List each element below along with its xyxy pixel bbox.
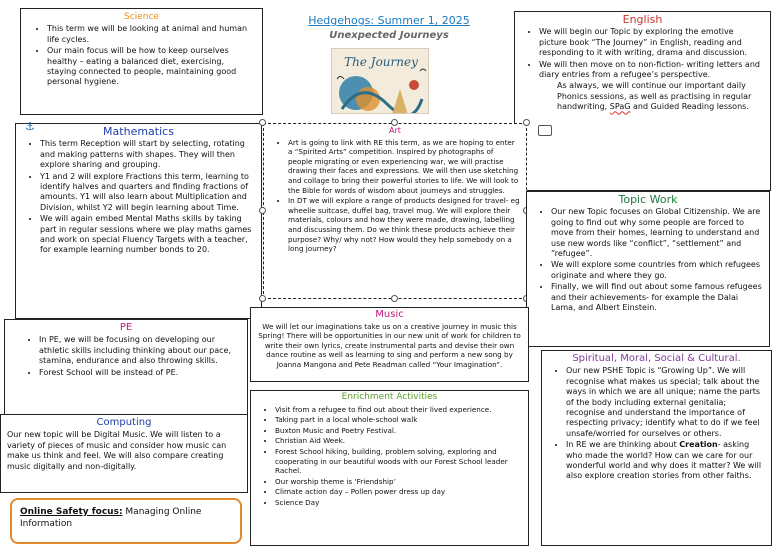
smsc-heading: Spiritual, Moral, Social & Cultural.	[572, 353, 741, 364]
enrichment-panel	[250, 390, 529, 546]
english-paragraph	[521, 81, 764, 112]
list-item: • This term we will be looking at animal and human life cycles.	[47, 24, 254, 45]
english-paragraph-text-end: and Guided Reading lessons.	[630, 102, 749, 112]
music-text: We will let our imaginations take us on a creative journey in music this Spring! There will be opportunities in our new unit of work for children to write their own lyrics, create instrumental parts and devise their own dance routine as well as learning to sing and perform a new song by Joanna Mangona and Pete Readman called “Your Imagination”.	[258, 321, 521, 369]
re-creation-term: Creation	[679, 440, 718, 450]
smsc-list	[548, 366, 765, 481]
resize-handle-top-left[interactable]	[259, 119, 266, 126]
art-panel[interactable]	[263, 123, 527, 299]
list-item: • In PE, we will be focusing on developing our athletic skills including thinking about our pace, stamina, endurance and also throwing skills.	[39, 335, 241, 366]
smsc-panel	[541, 350, 772, 546]
science-panel	[20, 8, 263, 115]
english-paragraph-text: As always, we will continue our important daily Phonics sessions, as well as practising in regular handwriting,	[557, 81, 752, 112]
computing-heading: Computing	[96, 417, 152, 428]
list-item: • Y1 and 2 will explore Fractions this term, learning to identify halves and quarters and finding fractions of amounts. Y1 will also learn about Multiplication and Division, whilst Y2 will begin learning about Time.	[40, 172, 255, 214]
list-item: • Science Day	[275, 498, 522, 508]
list-item: • Our main focus will be how to keep ourselves healthy – eating a balanced diet, exercising, staying connected to people, maintaining good personal hygiene.	[47, 46, 254, 88]
enrichment-heading: Enrichment Activities	[341, 392, 438, 402]
english-heading: English	[622, 13, 663, 26]
science-heading: Science	[124, 12, 159, 22]
art-heading: Art	[389, 126, 401, 135]
mathematics-heading: Mathematics	[103, 125, 174, 138]
list-item: • Our new PSHE Topic is “Growing Up”. We will recognise what makes us special; talk about the ways in which we are all unique; name the parts of the body including external genitalia; recognise and understand the importance of respecting privacy; identify what to do if we feel unsafe/worried for ourselves or others.	[566, 366, 765, 439]
list-item: • We will explore some countries from which refugees originate and where they go.	[551, 260, 763, 281]
list-item: • Visit from a refugee to find out about their lived experience.	[275, 405, 522, 415]
pe-list	[11, 335, 241, 378]
list-item: • Forest School will be instead of PE.	[39, 368, 241, 378]
page-title: Hedgehogs: Summer 1, 2025	[308, 14, 470, 27]
topic-work-panel	[526, 191, 770, 347]
computing-panel	[0, 414, 248, 493]
computing-text: Our new topic will be Digital Music. We will listen to a variety of pieces of music and consider how music can make us think and feel. We will also compare creating music digitally and non-digitally.	[7, 430, 227, 471]
list-item: • Climate action day – Pollen power dress up day	[275, 487, 522, 497]
list-item	[566, 440, 765, 482]
re-text-end: - asking who made the world? How can we care for our wonderful world and why does it matter? We will also explore creation stories from other faiths.	[566, 440, 762, 481]
topic-work-heading: Topic Work	[618, 193, 678, 206]
art-list	[270, 138, 520, 254]
list-item: • In DT we will explore a range of products designed for travel- eg wheelie suitcase, duffel bag, travel mug. We will explore their materials, colours and how they were made, drawing, labelling and discussing them. Do we think these products achieve their purpose? Why/ why not? How would they help somebody on a long journey?	[288, 196, 520, 254]
resize-handle-top-right[interactable]	[523, 119, 530, 126]
resize-handle-top[interactable]	[391, 119, 398, 126]
list-item: • Taking part in a local whole-school walk	[275, 415, 522, 425]
book-cover-title: The Journey	[344, 55, 418, 69]
online-safety-box	[10, 498, 242, 544]
enrichment-list	[257, 405, 522, 508]
music-panel	[250, 307, 529, 382]
anchor-icon[interactable]: ⚓	[25, 120, 35, 133]
online-safety-text: Managing Online Information	[20, 507, 202, 529]
list-item: • We will again embed Mental Maths skills by taking part in regular sessions where we play maths games and work on special Fluency Targets with a teacher, for example learning number bonds to 20.	[40, 214, 255, 256]
online-safety-label: Online Safety focus:	[20, 507, 123, 517]
list-item: • We will then move on to non-fiction- writing letters and diary entries from a refugee’s perspective.	[539, 60, 764, 81]
science-list	[29, 24, 254, 87]
list-item: • This term Reception will start by selecting, rotating and making patterns with shapes. They will then explore sharing and grouping.	[40, 139, 255, 170]
page-subtitle: Unexpected Journeys	[329, 30, 449, 41]
re-text-start: In RE we are thinking about	[566, 440, 680, 450]
mathematics-panel	[15, 123, 262, 319]
resize-handle-bottom-left[interactable]	[259, 295, 266, 302]
mathematics-list	[22, 139, 255, 255]
list-item: • Our worship theme is ‘Friendship’	[275, 477, 522, 487]
english-list	[521, 27, 764, 80]
list-item: • Forest School hiking, building, problem solving, exploring and cooperating in our beautiful woods with our Forest School leader Rachel.	[275, 447, 522, 476]
list-item: • Christian Aid Week.	[275, 436, 522, 446]
resize-handle-left[interactable]	[259, 207, 266, 214]
list-item: • Buxton Music and Poetry Festival.	[275, 426, 522, 436]
list-item: • Finally, we will find out about some famous refugees and their achievements- for example the Dalai Lama, and Albert Einstein.	[551, 282, 763, 313]
book-cover-image	[331, 48, 429, 114]
resize-handle-bottom[interactable]	[391, 295, 398, 302]
topic-work-list	[533, 207, 763, 313]
layout-options-icon[interactable]	[538, 125, 552, 136]
pe-panel	[4, 319, 248, 415]
list-item: • Art is going to link with RE this term, as we are hoping to enter a “Spirited Arts” competition. Inspired by photographs of people migrating or even experiencing war, we will practise drawing their faces and expressions. We will then use sketching and collage to bring their powerful stories to life. We will look to the Bible for words of wisdom about journeys and struggles.	[288, 138, 520, 196]
spag-term: SPaG	[609, 102, 631, 112]
pe-heading: PE	[119, 322, 133, 333]
english-panel	[514, 11, 771, 191]
list-item: • We will begin our Topic by exploring the emotive picture book “The Journey” in English, reading and responding to it with writing, drama and discussion.	[539, 27, 764, 58]
music-heading: Music	[375, 309, 404, 320]
list-item: • Our new Topic focuses on Global Citizenship. We are going to find out why some people are forced to move from their homes, learning to understand and use new words like “conflict”, “settlement” and “refugee”.	[551, 207, 763, 259]
